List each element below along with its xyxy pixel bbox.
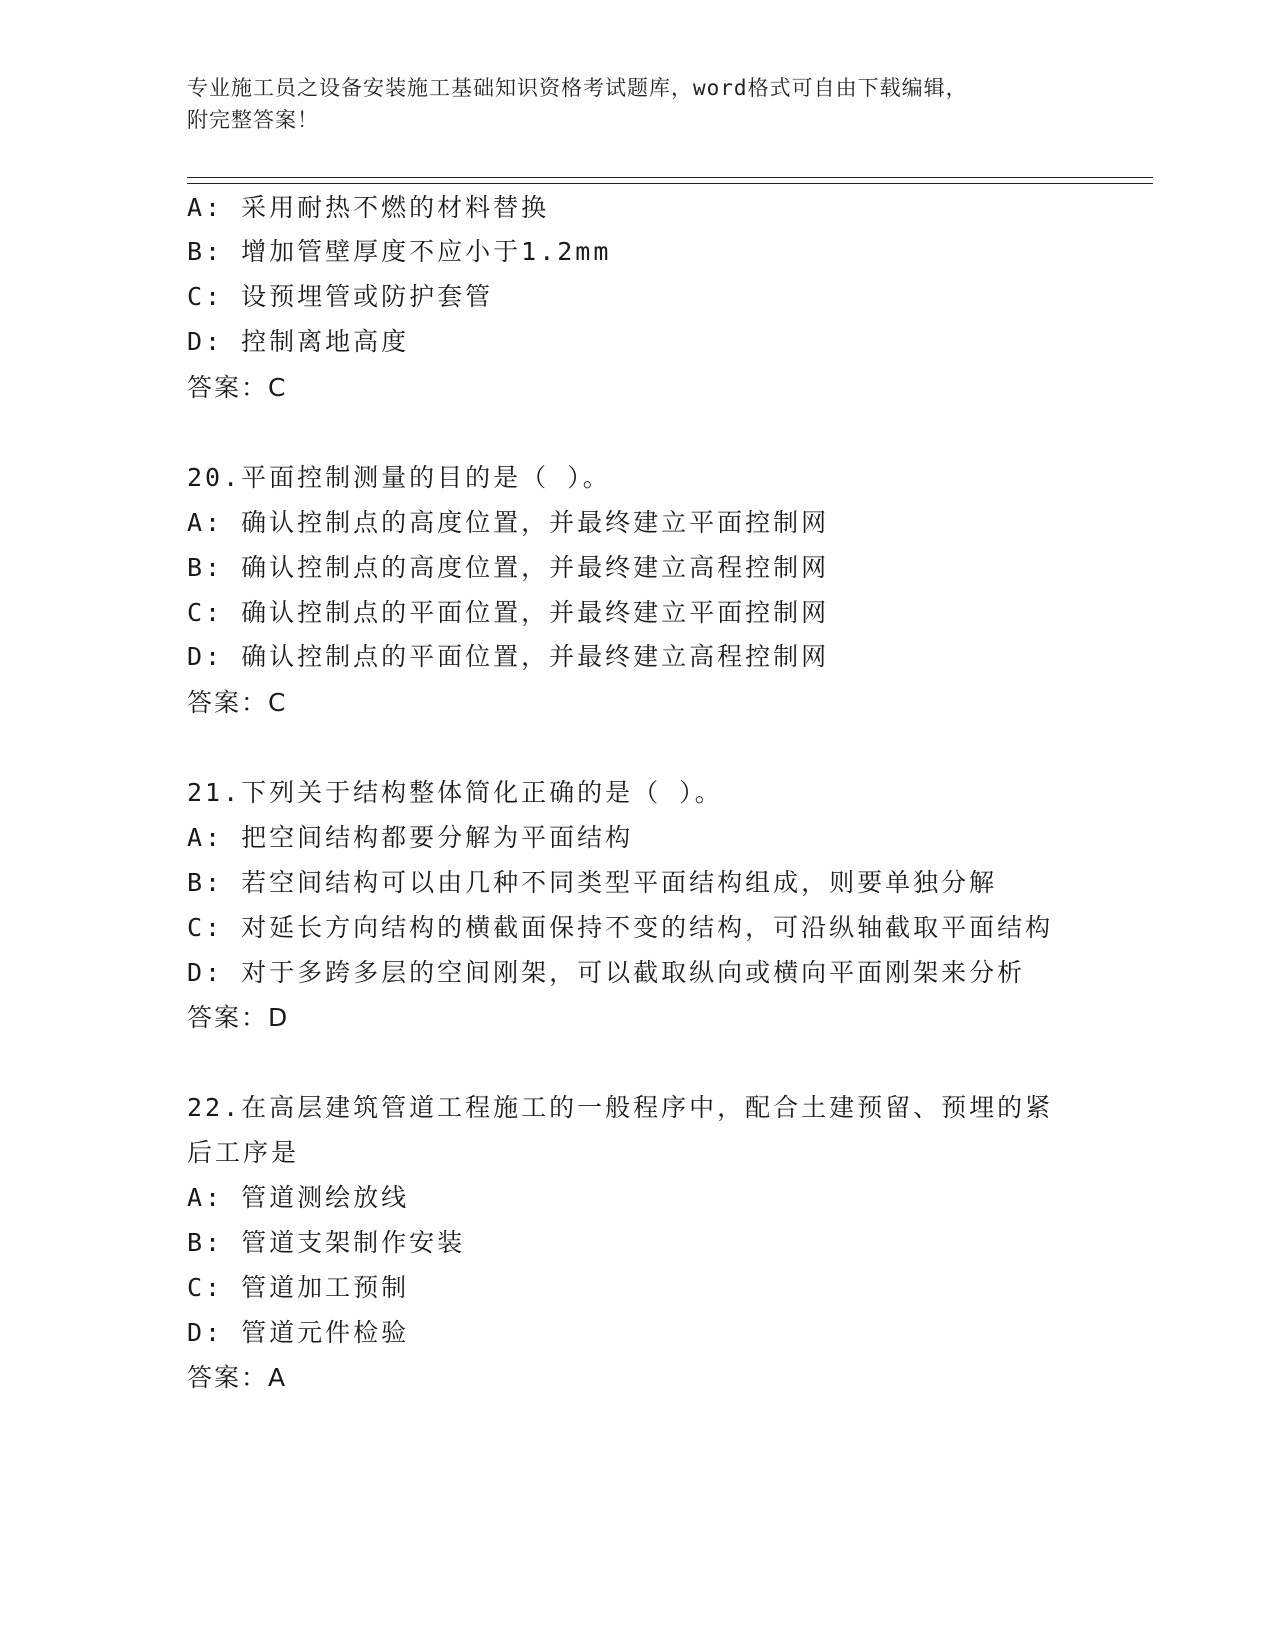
q22-option-c: C: 管道加工预制 [187, 1273, 410, 1302]
q22-option-b: B: 管道支架制作安装 [187, 1228, 466, 1257]
q22-option-a: A: 管道测绘放线 [187, 1183, 410, 1212]
q22-answer: 答案：A [187, 1363, 288, 1392]
q21-option-d: D: 对于多跨多层的空间刚架，可以截取纵向或横向平面刚架来分析 [187, 958, 1026, 987]
q20-option-b: B: 确认控制点的高度位置，并最终建立高程控制网 [187, 553, 830, 582]
question-22-stem-line-1: 22.在高层建筑管道工程施工的一般程序中，配合土建预留、预埋的紧 [187, 1093, 1054, 1122]
q22-option-d: D: 管道元件检验 [187, 1318, 410, 1347]
option-d: D: 控制离地高度 [187, 327, 410, 356]
header-line-1: 专业施工员之设备安装施工基础知识资格考试题库，word格式可自由下载编辑， [187, 76, 968, 100]
document-header [187, 72, 1087, 136]
question-22-stem-line-2: 后工序是 [187, 1138, 300, 1167]
header-divider-top [187, 177, 1153, 178]
q20-option-a: A: 确认控制点的高度位置，并最终建立平面控制网 [187, 508, 830, 537]
q20-option-c: C: 确认控制点的平面位置，并最终建立平面控制网 [187, 598, 830, 627]
header-line-2: 附完整答案！ [187, 108, 319, 132]
option-b: B: 增加管壁厚度不应小于1.2mm [187, 237, 612, 266]
question-21-stem: 21.下列关于结构整体简化正确的是（ ）。 [187, 778, 723, 807]
option-c: C: 设预埋管或防护套管 [187, 282, 494, 311]
q20-option-d: D: 确认控制点的平面位置，并最终建立高程控制网 [187, 642, 830, 671]
q21-option-a: A: 把空间结构都要分解为平面结构 [187, 823, 634, 852]
answer: 答案：C [187, 373, 288, 402]
header-divider-bottom [187, 183, 1153, 184]
q21-option-c: C: 对延长方向结构的横截面保持不变的结构，可沿纵轴截取平面结构 [187, 913, 1054, 942]
q21-answer: 答案：D [187, 1003, 290, 1032]
question-20-stem: 20.平面控制测量的目的是（ ）。 [187, 463, 611, 492]
q20-answer: 答案：C [187, 688, 288, 717]
option-a: A: 采用耐热不燃的材料替换 [187, 193, 550, 222]
q21-option-b: B: 若空间结构可以由几种不同类型平面结构组成，则要单独分解 [187, 868, 998, 897]
